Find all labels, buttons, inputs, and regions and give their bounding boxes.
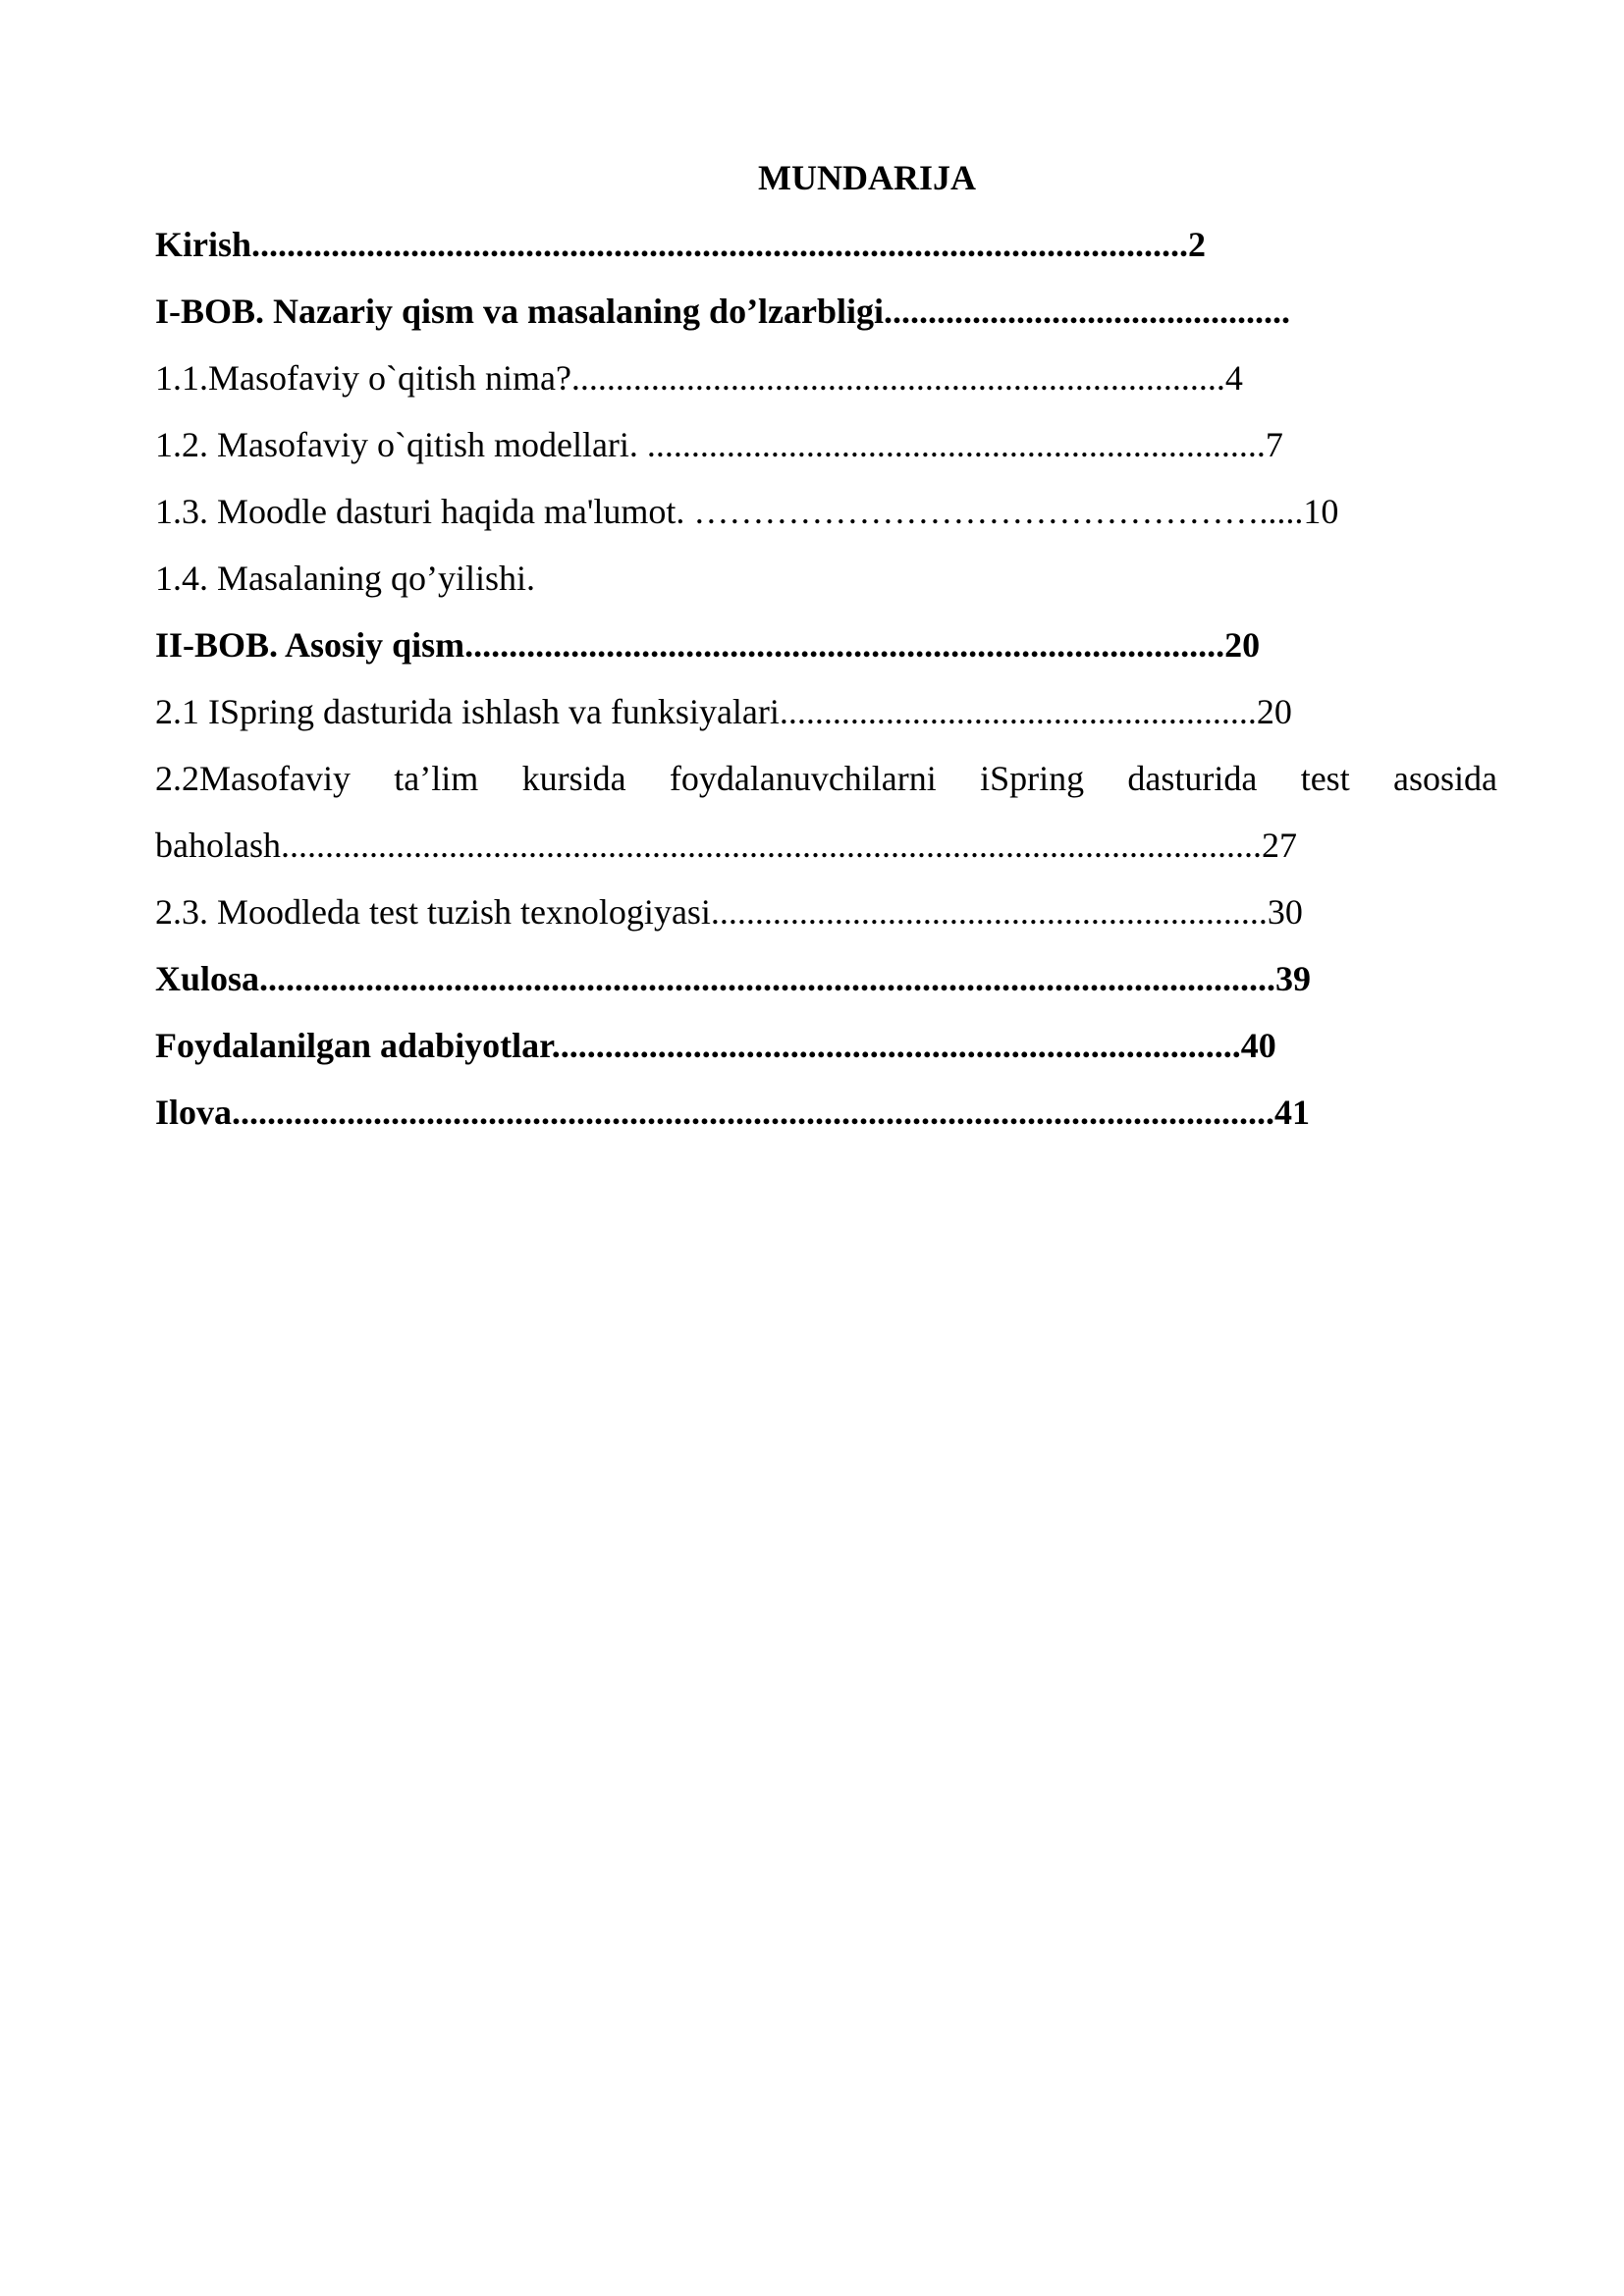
toc-entry-chapter-2: II-BOB. Asosiy qism......................................................................................20	[155, 625, 1261, 665]
toc-entry-1-2: 1.2. Masofaviy o`qitish modellari. ......................................................................7	[155, 425, 1283, 464]
toc-word: asosida	[1393, 759, 1497, 798]
toc-word: test	[1300, 759, 1350, 798]
toc-entry-kirish: Kirish..........................................................................................................2	[155, 225, 1207, 264]
toc-entry-xulosa: Xulosa...................................................................................................................39	[155, 959, 1312, 998]
toc-entry-adabiyotlar: Foydalanilgan adabiyotlar..............................................................................40	[155, 1026, 1276, 1065]
toc-word: iSpring	[980, 759, 1085, 798]
toc-entry-1-4: 1.4. Masalaning qo’yilishi.	[155, 559, 535, 598]
toc-entry-2-2-continuation: baholash...............................................................................................................27	[155, 826, 1297, 865]
toc-entry-2-2	[155, 756, 1497, 801]
toc-word: ta’lim	[394, 759, 479, 798]
toc-entry-2-3: 2.3. Moodleda test tuzish texnologiyasi...............................................................30	[155, 892, 1303, 932]
toc-word: foydalanuvchilarni	[669, 759, 937, 798]
toc-entry-2-1: 2.1 ISpring dasturida ishlash va funksiyalari......................................................20	[155, 692, 1292, 731]
toc-word: kursida	[521, 759, 626, 798]
toc-entry-ilova: Ilova......................................................................................................................41	[155, 1093, 1311, 1132]
toc-entry-chapter-1: I-BOB. Nazariy qism va masalaning do’lzarbligi..............................................	[155, 292, 1291, 331]
toc-title: MUNDARIJA	[758, 158, 976, 197]
toc-word: dasturida	[1127, 759, 1258, 798]
toc-word: 2.2Masofaviy	[155, 759, 351, 798]
toc-entry-1-3: 1.3. Moodle dasturi haqida ma'lumot. ………………………………………….....10	[155, 492, 1339, 531]
toc-entry-1-1: 1.1.Masofaviy o`qitish nima?..........................................................................4	[155, 358, 1243, 398]
